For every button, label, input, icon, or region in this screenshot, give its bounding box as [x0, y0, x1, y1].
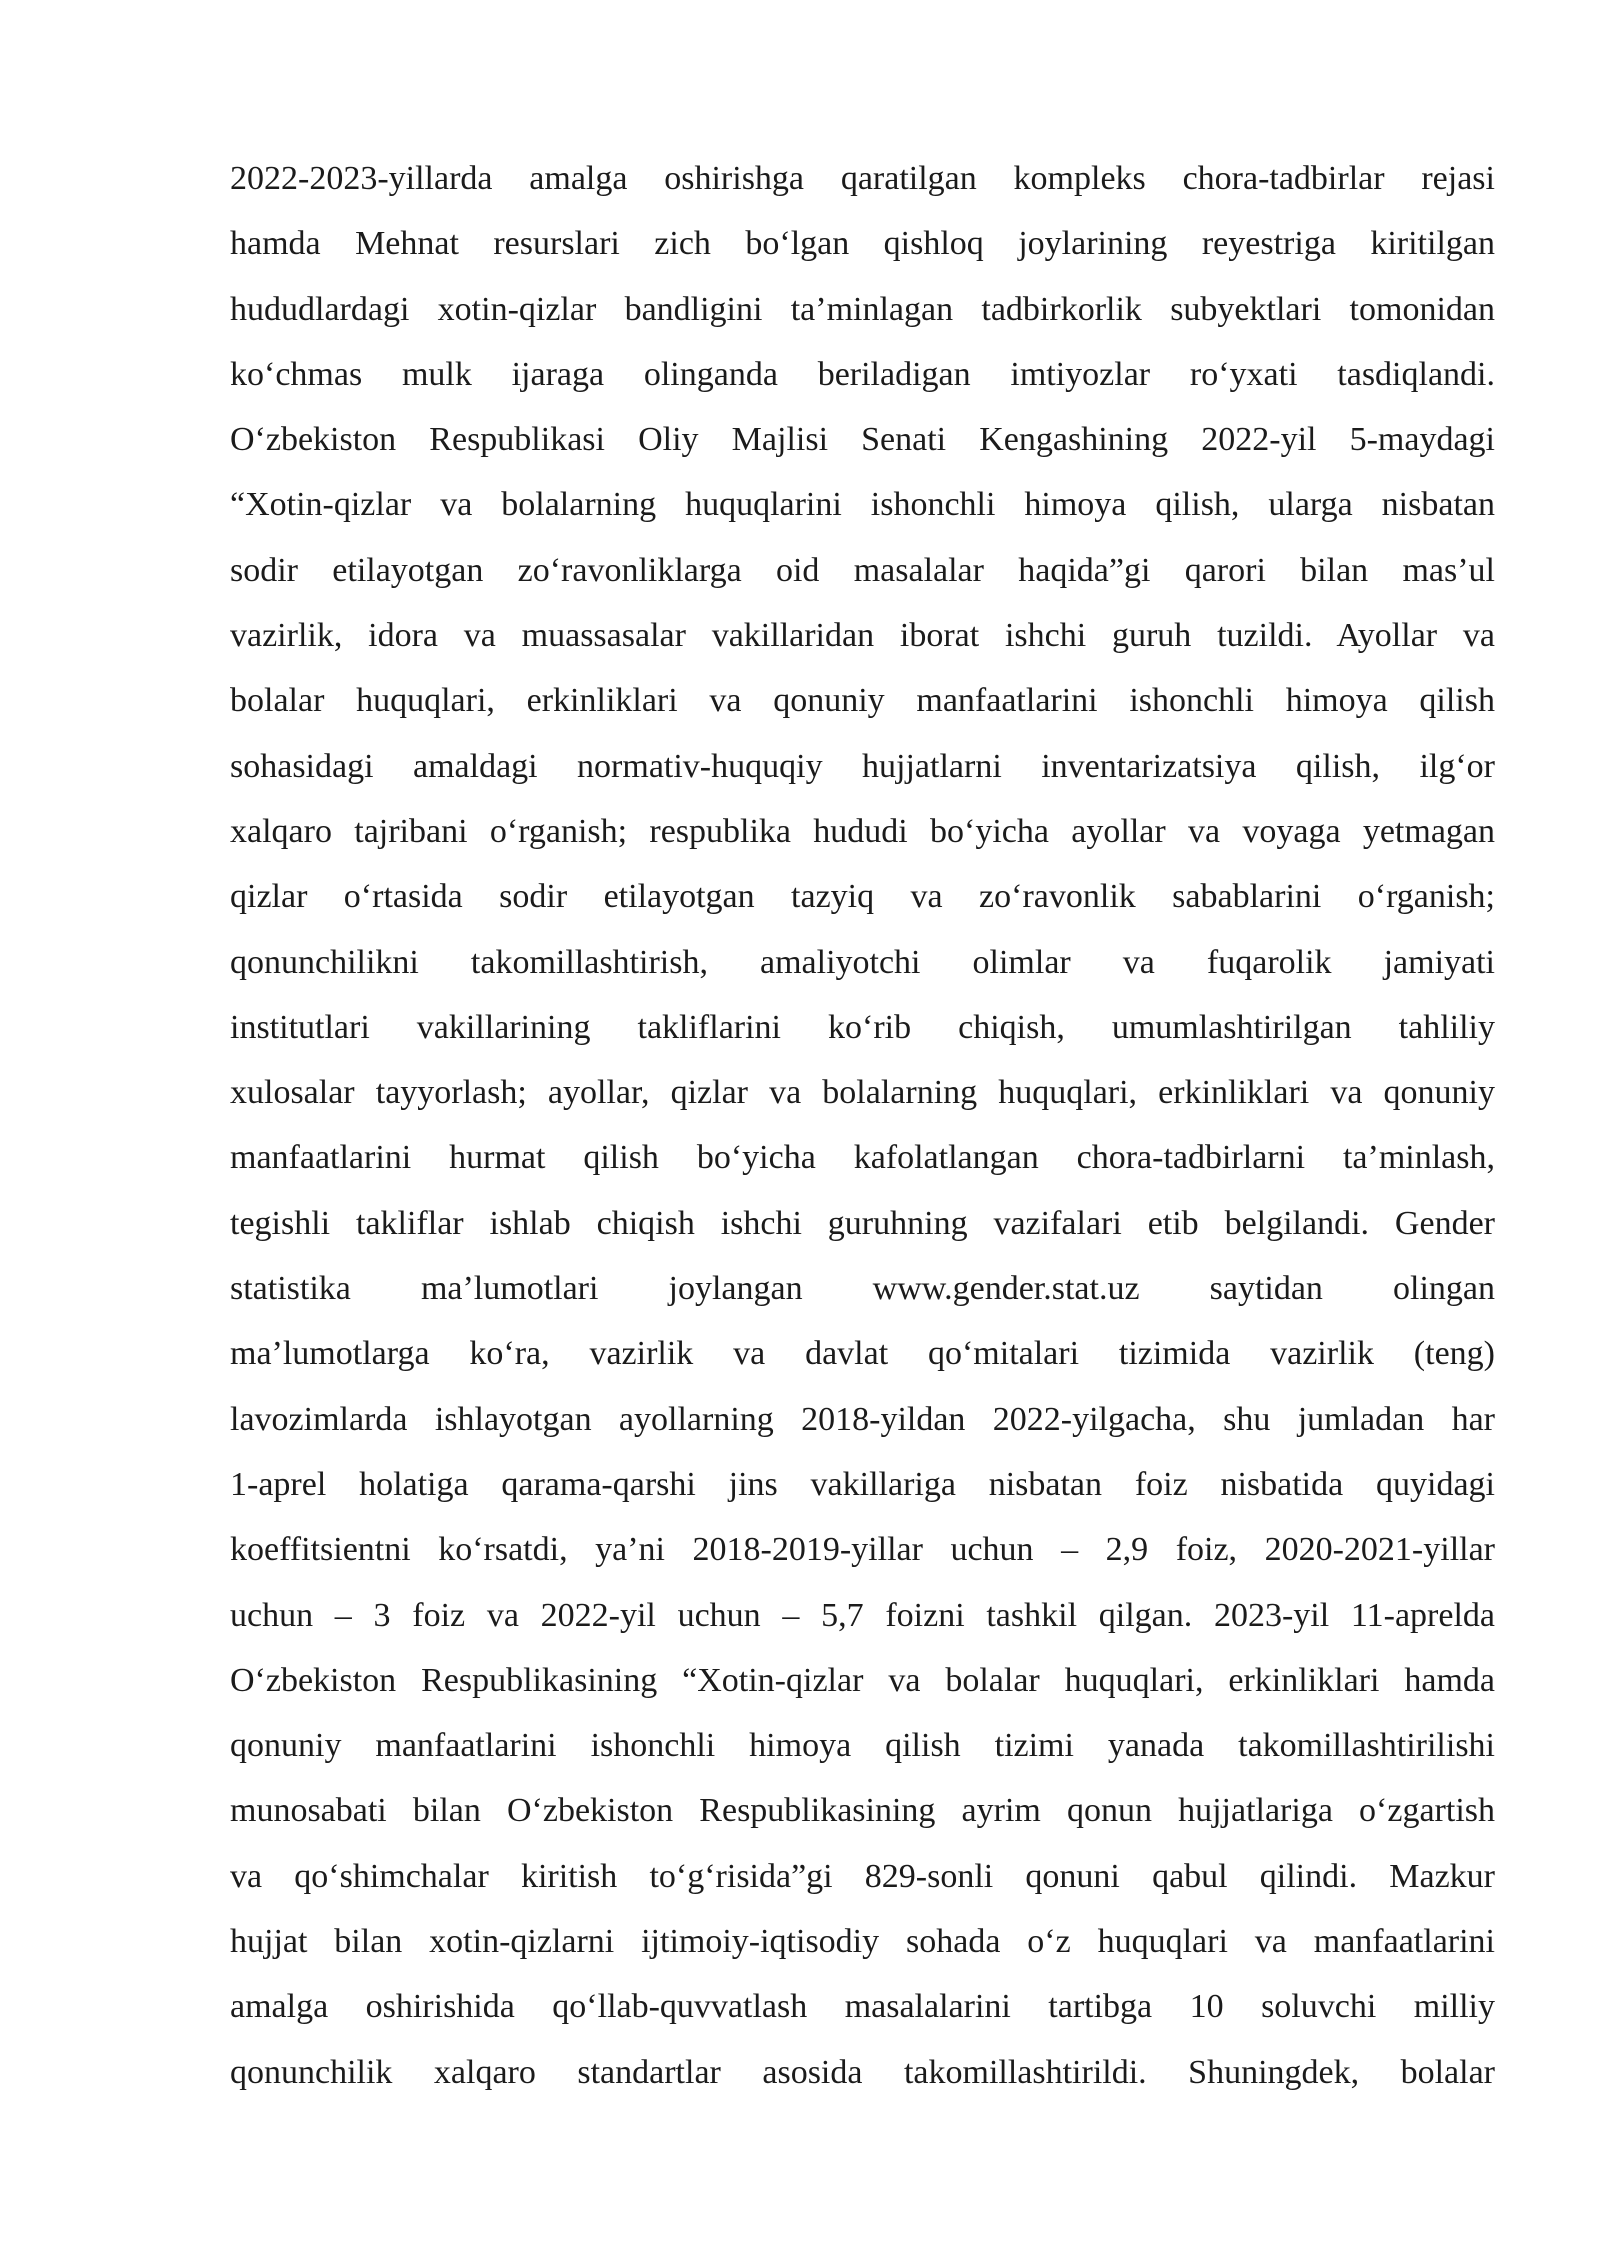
text-line: 1-aprel holatiga qarama-qarshi jins vakillariga nisbatan foiz nisbatida quyidagi: [230, 1465, 1495, 1503]
text-line: O‘zbekiston Respublikasi Oliy Majlisi Senati Kengashining 2022-yil 5-maydagi: [230, 421, 1495, 459]
text-line: ma’lumotlarga ko‘ra, vazirlik va davlat qo‘mitalari tizimida vazirlik (teng): [230, 1335, 1495, 1373]
text-line: hamda Mehnat resurslari zich bo‘lgan qishloq joylarining reyestriga kiritilgan: [230, 225, 1495, 263]
text-line: qonunchilik xalqaro standartlar asosida takomillashtirildi. Shuningdek, bolalar: [230, 2053, 1495, 2091]
text-line: va qo‘shimchalar kiritish to‘g‘risida”gi 829-sonli qonuni qabul qilindi. Mazkur: [230, 1857, 1495, 1895]
text-line: tegishli takliflar ishlab chiqish ishchi guruhning vazifalari etib belgilandi. Gender: [230, 1204, 1495, 1242]
text-line: uchun – 3 foiz va 2022-yil uchun – 5,7 foizni tashkil qilgan. 2023-yil 11-aprelda: [230, 1596, 1495, 1634]
text-line: xalqaro tajribani o‘rganish; respublika hududi bo‘yicha ayollar va voyaga yetmagan: [230, 812, 1495, 850]
text-line: qizlar o‘rtasida sodir etilayotgan tazyiq va zo‘ravonlik sabablarini o‘rganish;: [230, 878, 1495, 916]
text-line: sohasidagi amaldagi normativ-huquqiy hujjatlarni inventarizatsiya qilish, ilg‘or: [230, 747, 1495, 785]
text-line: institutlari vakillarining takliflarini ko‘rib chiqish, umumlashtirilgan tahliliy: [230, 1008, 1495, 1046]
text-line: manfaatlarini hurmat qilish bo‘yicha kafolatlangan chora-tadbirlarni ta’minlash,: [230, 1139, 1495, 1177]
text-line: 2022-2023-yillarda amalga oshirishga qaratilgan kompleks chora-tadbirlar rejasi: [230, 160, 1495, 197]
text-line: amalga oshirishida qo‘llab-quvvatlash masalalarini tartibga 10 soluvchi milliy: [230, 1988, 1495, 2026]
text-line: munosabati bilan O‘zbekiston Respublikasining ayrim qonun hujjatlariga o‘zgartish: [230, 1792, 1495, 1830]
text-line: xulosalar tayyorlash; ayollar, qizlar va bolalarning huquqlari, erkinliklari va qonuniy: [230, 1074, 1495, 1112]
text-line: ko‘chmas mulk ijaraga olinganda beriladigan imtiyozlar ro‘yxati tasdiqlandi.: [230, 355, 1495, 393]
text-line: koeffitsientni ko‘rsatdi, ya’ni 2018-2019-yillar uchun – 2,9 foiz, 2020-2021-yillar: [230, 1531, 1495, 1569]
text-line: hududlardagi xotin-qizlar bandligini ta’minlagan tadbirkorlik subyektlari tomonidan: [230, 290, 1495, 328]
text-line: “Xotin-qizlar va bolalarning huquqlarini ishonchli himoya qilish, ularga nisbatan: [230, 486, 1495, 524]
text-line: bolalar huquqlari, erkinliklari va qonuniy manfaatlarini ishonchli himoya qilish: [230, 682, 1495, 720]
text-line: sodir etilayotgan zo‘ravonliklarga oid masalalar haqida”gi qarori bilan mas’ul: [230, 551, 1495, 589]
text-line: qonuniy manfaatlarini ishonchli himoya qilish tizimi yanada takomillashtirilishi: [230, 1727, 1495, 1765]
body-text: [230, 146, 1495, 2105]
text-line: lavozimlarda ishlayotgan ayollarning 2018-yildan 2022-yilgacha, shu jumladan har: [230, 1400, 1495, 1438]
text-line: vazirlik, idora va muassasalar vakillaridan iborat ishchi guruh tuzildi. Ayollar va: [230, 617, 1495, 655]
text-line: hujjat bilan xotin-qizlarni ijtimoiy-iqtisodiy sohada o‘z huquqlari va manfaatlarini: [230, 1923, 1495, 1961]
text-line: statistika ma’lumotlari joylangan www.gender.stat.uz saytidan olingan: [230, 1270, 1495, 1308]
text-line: qonunchilikni takomillashtirish, amaliyotchi olimlar va fuqarolik jamiyati: [230, 943, 1495, 981]
text-line: O‘zbekiston Respublikasining “Xotin-qizlar va bolalar huquqlari, erkinliklari hamda: [230, 1661, 1495, 1699]
